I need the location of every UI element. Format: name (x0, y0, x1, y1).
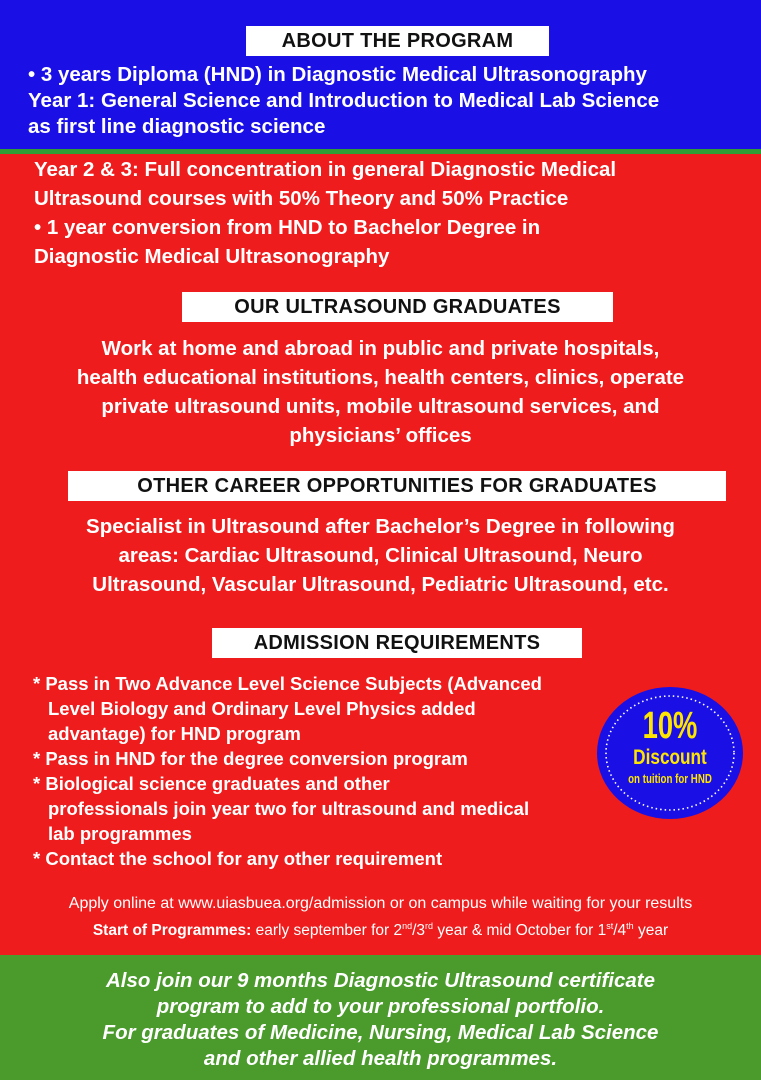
admission-item: * Biological science graduates and other (33, 773, 390, 794)
ordinal-suffix: nd (402, 920, 413, 931)
about-line: Diagnostic Medical Ultrasonography (34, 245, 390, 268)
about-line: Year 2 & 3: Full concentration in general Diagnostic Medical (34, 158, 617, 181)
apply-online-text: Apply online at www.uiasbuea.org/admission or on campus while waiting for your results (68, 895, 693, 912)
start-text: early september for 2 (251, 922, 403, 939)
about-line: as first line diagnostic science (28, 115, 326, 138)
graduates-line: health educational institutions, health centers, clinics, operate (76, 366, 685, 389)
about-text-continued (34, 155, 616, 271)
about-text-top (28, 62, 659, 140)
about-line: • 3 years Diploma (HND) in Diagnostic Medical Ultrasonography (28, 63, 647, 86)
career-line: areas: Cardiac Ultrasound, Clinical Ultrasound, Neuro (118, 544, 643, 567)
discount-badge (596, 686, 744, 820)
about-line: Year 1: General Science and Introduction to Medical Lab Science (28, 89, 660, 112)
admission-item: * Pass in HND for the degree conversion program (33, 748, 468, 769)
badge-percent: 10% (642, 704, 698, 748)
promo-line: Also join our 9 months Diagnostic Ultrasound certificate (105, 969, 655, 992)
admission-heading: ADMISSION REQUIREMENTS (212, 628, 582, 658)
promo-line: and other allied health programmes. (203, 1047, 558, 1070)
start-text: year (633, 922, 669, 939)
career-line: Ultrasound, Vascular Ultrasound, Pediatric Ultrasound, etc. (92, 573, 669, 596)
ordinal-suffix: st (606, 920, 614, 931)
graduates-line: physicians’ offices (289, 424, 472, 447)
start-text: /4 (613, 922, 627, 939)
ordinal-suffix: rd (425, 920, 434, 931)
about-heading: ABOUT THE PROGRAM (246, 26, 549, 56)
start-label: Start of Programmes: (92, 922, 252, 939)
graduates-line: Work at home and abroad in public and private hospitals, (101, 337, 660, 360)
career-line: Specialist in Ultrasound after Bachelor’s Degree in following (86, 515, 675, 538)
career-text (0, 512, 761, 599)
ordinal-suffix: th (626, 920, 634, 931)
admission-item-cont: lab programmes (48, 823, 192, 844)
admission-item-cont: professionals join year two for ultrasound and medical (48, 798, 530, 819)
about-line: Ultrasound courses with 50% Theory and 50% Practice (34, 187, 569, 210)
career-heading: OTHER CAREER OPPORTUNITIES FOR GRADUATES (68, 471, 726, 501)
admission-item-cont: Level Biology and Ordinary Level Physics added (48, 698, 476, 719)
admission-item-cont: advantage) for HND program (48, 723, 301, 744)
graduates-line: private ultrasound units, mobile ultrasound services, and (101, 395, 660, 418)
admission-item: * Pass in Two Advance Level Science Subjects (Advanced (33, 673, 542, 694)
admission-item: * Contact the school for any other requirement (33, 848, 443, 869)
promo-line: program to add to your professional portfolio. (156, 995, 605, 1018)
admission-list (33, 671, 542, 871)
start-text: year & mid October for 1 (433, 922, 607, 939)
badge-discount-word: Discount (633, 746, 707, 770)
certificate-promo (0, 968, 761, 1072)
graduates-heading: OUR ULTRASOUND GRADUATES (182, 292, 613, 322)
start-of-programmes (0, 922, 761, 940)
start-text: /3 (412, 922, 426, 939)
about-line: • 1 year conversion from HND to Bachelor Degree in (34, 216, 541, 239)
graduates-text (0, 334, 761, 450)
promo-line: For graduates of Medicine, Nursing, Medical Lab Science (102, 1021, 659, 1044)
badge-subtext: on tuition for HND (628, 772, 712, 787)
